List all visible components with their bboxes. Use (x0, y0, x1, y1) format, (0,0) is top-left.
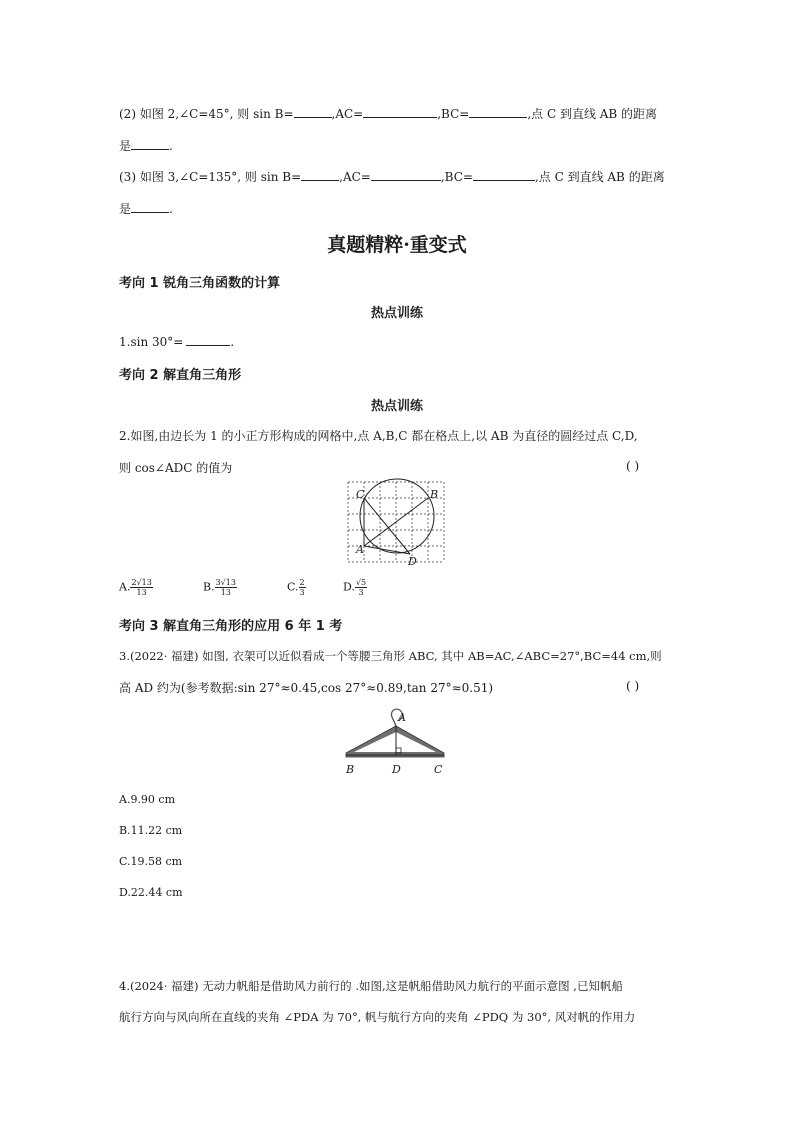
label-b: B (430, 488, 439, 501)
circle (360, 479, 434, 553)
q-part3-text-d: ,点 C 到直线 AB 的距离 (534, 170, 665, 184)
q1-line (119, 334, 234, 349)
section-1-subtitle: 热点训练 (370, 306, 423, 321)
answer-blank[interactable] (301, 169, 339, 181)
answer-blank[interactable] (473, 169, 535, 181)
q3-line1: 3.(2022· 福建) 如图, 衣架可以近似看成一个等腰三角形 ABC, 其中 AB=AC,∠ABC=27°,BC=44 cm,则 (119, 649, 662, 663)
section-1-title: 考向 1 锐角三角函数的计算 (119, 276, 281, 291)
answer-blank[interactable] (363, 106, 437, 118)
q-part2-text-b: ,AC= (331, 107, 364, 121)
q-part2-text-c: ,BC= (437, 107, 470, 121)
q-part3-line1 (119, 168, 665, 185)
q-part3-text-e: 是 (119, 202, 132, 216)
section-3-title: 考向 3 解直角三角形的应用 6 年 1 考 (119, 619, 343, 634)
answer-blank[interactable] (131, 201, 169, 213)
answer-blank[interactable] (371, 169, 441, 181)
q2-answer-paren[interactable]: ( ) (626, 459, 640, 473)
section-2-subtitle: 热点训练 (370, 399, 423, 414)
q1-end: . (230, 335, 235, 349)
q2-option-a[interactable]: A. $\frac{2√13}{13}$ (119, 578, 152, 597)
q-part3-text-f: . (169, 202, 173, 216)
q-part2-line2 (119, 137, 173, 154)
q3-answer-paren[interactable]: ( ) (626, 679, 640, 693)
answer-blank[interactable] (186, 334, 230, 346)
q3-option-d[interactable]: D.22.44 cm (119, 886, 183, 899)
answer-blank[interactable] (294, 106, 332, 118)
label-a: A (356, 543, 364, 556)
q-part3-text-c: ,BC= (440, 170, 473, 184)
label-a: A (398, 711, 406, 724)
q3-line2: 高 AD 约为(参考数据:sin 27°≈0.45,cos 27°≈0.89,tan 27°≈0.51) (119, 681, 494, 695)
q3-option-c[interactable]: C.19.58 cm (119, 855, 183, 868)
label-b: B (346, 763, 355, 776)
label-d: D (392, 763, 401, 776)
q2-line1: 2.如图,由边长为 1 的小正方形构成的网格中,点 A,B,C 都在格点上,以 AB 为直径的圆经过点 C,D, (119, 429, 638, 443)
q-part2-text-d: ,点 C 到直线 AB 的距离 (527, 107, 658, 121)
q4-line2: 航行方向与风向所在直线的夹角 ∠PDA 为 70°, 帆与航行方向的夹角 ∠PDQ 为 30°, 风对帆的作用力 (119, 1010, 636, 1024)
label-c: C (356, 488, 365, 501)
q4-line1: 4.(2024· 福建) 无动力帆船是借助风力前行的 .如图,这是帆船借助风力航行的平面示意图 ,已知帆船 (119, 979, 623, 993)
q-part2-text-e: 是 (119, 139, 132, 153)
q3-option-b[interactable]: B.11.22 cm (119, 824, 183, 837)
q2-option-b[interactable]: B. $\frac{3√13}{13}$ (203, 578, 236, 597)
q-part3-text-b: ,AC= (339, 170, 371, 184)
answer-blank[interactable] (469, 106, 527, 118)
hanger-figure (342, 704, 448, 778)
q2-option-c[interactable]: C. $\frac{2}{3}$ (287, 578, 305, 597)
q1-text: 1.sin 30°= (119, 335, 184, 349)
label-c: C (434, 763, 443, 776)
section-2-title: 考向 2 解直角三角形 (119, 368, 242, 383)
q-part2-text-a: (2) 如图 2,∠C=45°, 则 sin B= (119, 107, 294, 121)
circle-grid-figure (344, 478, 448, 568)
label-d: D (408, 555, 417, 568)
answer-blank[interactable] (131, 138, 169, 150)
q-part3-line2 (119, 200, 173, 217)
q2-line2: 则 cos∠ADC 的值为 (119, 461, 233, 475)
q-part3-text-a: (3) 如图 3,∠C=135°, 则 sin B= (119, 170, 302, 184)
q3-option-a[interactable]: A.9.90 cm (119, 793, 176, 806)
q2-option-d[interactable]: D. $\frac{√5}{3}$ (343, 578, 367, 597)
q-part2-text-f: . (169, 139, 173, 153)
q-part2-line1 (119, 105, 657, 122)
main-title: 真题精粹·重变式 (327, 234, 467, 256)
